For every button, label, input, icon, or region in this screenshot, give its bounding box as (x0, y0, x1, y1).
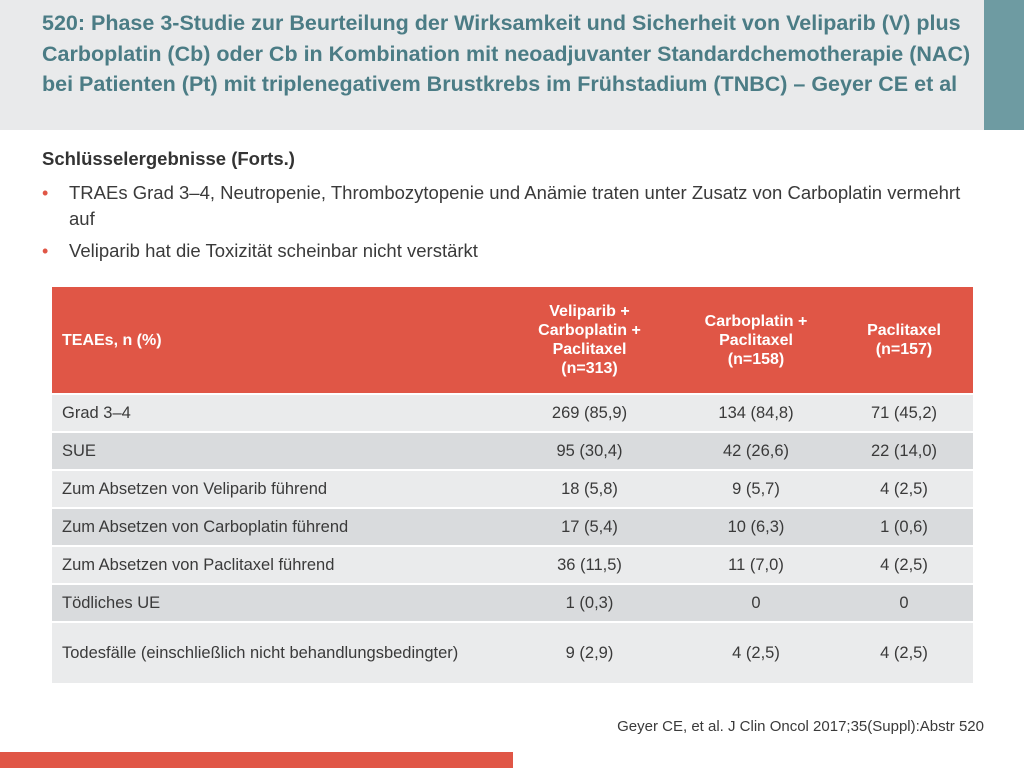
table-cell: 17 (5,4) (502, 508, 677, 546)
teae-table (52, 287, 973, 683)
header-line: (n=157) (875, 341, 933, 358)
header-line: Veliparib + (549, 303, 630, 320)
table-row (52, 508, 973, 546)
accent-bar (984, 0, 1024, 130)
table-row (52, 546, 973, 584)
table-cell: 4 (2,5) (835, 622, 973, 683)
bullet-dot-icon: • (42, 241, 49, 261)
table-row (52, 470, 973, 508)
bullet-item (42, 238, 972, 264)
row-label: Zum Absetzen von Veliparib führend (52, 470, 502, 508)
table-cell: 4 (2,5) (677, 622, 835, 683)
table-row (52, 622, 973, 683)
table-cell: 95 (30,4) (502, 432, 677, 470)
bullet-dot-icon: • (42, 183, 49, 203)
table-row (52, 584, 973, 622)
row-label: Todesfälle (einschließlich nicht behandlungsbedingter) (52, 622, 502, 683)
row-label: SUE (52, 432, 502, 470)
bullet-item (42, 180, 972, 232)
slide-title: 520: Phase 3-Studie zur Beurteilung der Wirksamkeit und Sicherheit von Veliparib (V) plus Carboplatin (Cb) oder Cb in Kombination mit neoadjuvanter Standardchemotherapie (NAC) bei Patienten (Pt) mit triplenegativem Brustkrebs im Frühstadium (TNBC) – Geyer CE et al (42, 11, 971, 96)
header-line: Paclitaxel (552, 341, 627, 358)
header-line: Carboplatin + (538, 322, 641, 339)
table-cell: 4 (2,5) (835, 546, 973, 584)
table-cell: 11 (7,0) (677, 546, 835, 584)
header-carboplatin-arm (677, 287, 835, 394)
header-line: Paclitaxel (719, 331, 793, 349)
section-subtitle: Schlüsselergebnisse (Forts.) (42, 148, 295, 169)
table-cell: 36 (11,5) (502, 546, 677, 584)
table-cell: 22 (14,0) (835, 432, 973, 470)
table-cell: 269 (85,9) (502, 394, 677, 432)
row-label: Tödliches UE (52, 584, 502, 622)
row-label: Zum Absetzen von Paclitaxel führend (52, 546, 502, 584)
header-teaes: TEAEs, n (%) (52, 287, 502, 394)
table-cell: 1 (0,3) (502, 584, 677, 622)
footer-accent-bar (0, 752, 513, 768)
table-cell: 71 (45,2) (835, 394, 973, 432)
table-cell: 42 (26,6) (677, 432, 835, 470)
header-paclitaxel-arm (835, 287, 973, 394)
header-line: Carboplatin + (704, 312, 808, 330)
table-cell: 10 (6,3) (677, 508, 835, 546)
table-cell: 9 (2,9) (502, 622, 677, 683)
citation: Geyer CE, et al. J Clin Oncol 2017;35(Suppl):Abstr 520 (617, 718, 984, 735)
header-line: (n=158) (727, 350, 785, 368)
row-label: Grad 3–4 (52, 394, 502, 432)
table-cell: 9 (5,7) (677, 470, 835, 508)
table-row (52, 394, 973, 432)
table-cell: 18 (5,8) (502, 470, 677, 508)
table-cell: 134 (84,8) (677, 394, 835, 432)
table-cell: 0 (835, 584, 973, 622)
table-cell: 1 (0,6) (835, 508, 973, 546)
table-cell: 0 (677, 584, 835, 622)
header-veliparib-arm (502, 287, 677, 394)
table-row (52, 432, 973, 470)
header-line: (n=313) (561, 360, 618, 377)
table-header-row (52, 287, 973, 394)
header-line: Paclitaxel (867, 322, 941, 339)
table-cell: 4 (2,5) (835, 470, 973, 508)
bullet-list (42, 180, 972, 270)
bullet-text: Veliparib hat die Toxizität scheinbar nicht verstärkt (69, 240, 478, 261)
row-label: Zum Absetzen von Carboplatin führend (52, 508, 502, 546)
bullet-text: TRAEs Grad 3–4, Neutropenie, Thrombozytopenie und Anämie traten unter Zusatz von Carboplatin vermehrt auf (69, 182, 961, 229)
